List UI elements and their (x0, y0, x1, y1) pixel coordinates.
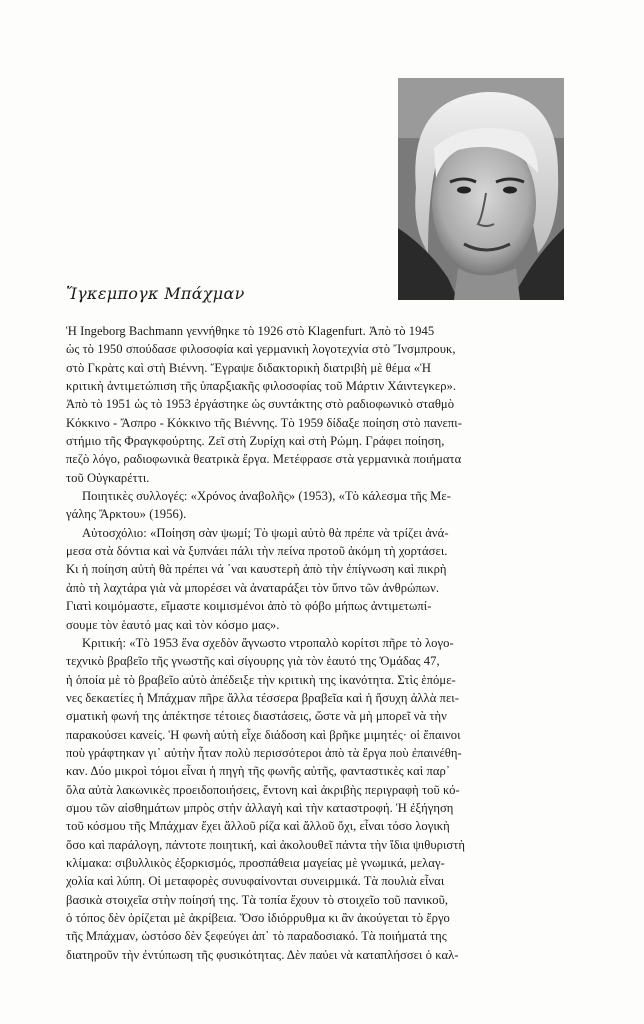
text-line: τοῦ Οὐγκαρέττι. (66, 470, 150, 485)
text-line: σματικὴ φωνή της ἀπέκτησε τέτοιες διαστάσεις, ὥστε νὰ μὴ μπορεῖ νὰ τὴν (66, 709, 447, 724)
text-line: πεζὸ λόγο, ραδιοφωνικὰ θεατρικὰ ἔργα. Μετέφρασε στὰ γερμανικὰ ποιήματα (66, 452, 462, 467)
text-line: σουμε τὸν ἑαυτό μας καὶ τὸν κόσμο μας». (66, 617, 280, 632)
text-line: χολία καὶ λύπη. Οἱ μεταφορὲς συνυφαίνονται συνειρμικά. Τὰ πουλιὰ εἶναι (66, 874, 445, 889)
text-line: βασικὰ στοιχεῖα στὴν ποίησή της. Τὰ τοπία ἔχουν τὸ στοιχεῖο τοῦ πανικοῦ, (66, 892, 449, 907)
author-name-heading: Ἴγκεμπογκ Μπάχμαν (66, 284, 245, 303)
text-line: Ποιητικὲς συλλογές: «Χρόνος ἀναβολῆς» (1953), «Τὸ κάλεσμα τῆς Με- (82, 489, 451, 504)
text-line: κριτικὴ ἀντιμετώπιση τῆς ὑπαρξιακῆς φιλοσοφίας τοῦ Μάρτιν Χάιντεγκερ». (66, 379, 457, 394)
text-line: ἡ ὁποία μὲ τὸ βραβεῖο αὐτὸ ἀπέδειξε τὴν κριτικὴ της ἱκανότητα. Στὶς ἑπόμε- (66, 672, 456, 687)
author-portrait (398, 78, 564, 300)
text-line: στήμιο τῆς Φραγκφούρτης. Ζεῖ στὴ Ζυρίχη καὶ στὴ Ρώμη. Γράφει ποίηση, (66, 434, 445, 449)
text-line: Αὐτοσχόλιο: «Ποίηση σὰν ψωμί; Τὸ ψωμὶ αὐτὸ θὰ πρέπε νὰ τρίζει ἀνά- (82, 525, 449, 540)
text-line: καν. Δύο μικροὶ τόμοι εἶναι ἡ πηγὴ τῆς φωνῆς αὐτῆς, φανταστικὲς καὶ παρ᾽ (66, 764, 451, 779)
text-line: Κριτική: «Τὸ 1953 ἕνα σχεδὸν ἄγνωστο ντροπαλὸ κορίτσι πῆρε τὸ λογο- (82, 635, 454, 650)
text-line: Γιατὶ κοιμόμαστε, εἴμαστε κοιμισμένοι ἀπὸ τὸ φόβο μήπως ἀντιμετωπί- (66, 599, 432, 614)
text-line: ὅλα αὐτὰ λακωνικὲς προειδοποιήσεις, ἔντονη καὶ ἀκριβὴς περιγραφὴ τοῦ κό- (66, 782, 460, 797)
text-line: στὸ Γκρὰτς καὶ στὴ Βιέννη. Ἔγραψε διδακτορικὴ διατριβὴ μὲ θέμα «Ἡ (66, 360, 431, 375)
text-line: ὡς τὸ 1950 σπούδασε φιλοσοφία καὶ γερμανικὴ λογοτεχνία στὸ Ἴνσμπρουκ, (66, 342, 456, 357)
text-line: ποὺ γράφτηκαν γι᾽ αὐτὴν ἦταν πολὺ περισσότεροι ἀπὸ τὰ ἔργα ποὺ ἐπαινέθη- (66, 745, 462, 760)
text-line: Κόκκινο - Ἄσπρο - Κόκκινο τῆς Βιέννης. Τὸ 1959 δίδαξε ποίηση στὸ πανεπι- (66, 415, 462, 430)
text-line: νες δεκαετίες ἡ Μπάχμαν πῆρε ἄλλα τέσσερα βραβεῖα καὶ ἡ ἥσυχη ἀλλὰ πει- (66, 690, 459, 705)
text-line: τοῦ κόσμου τῆς Μπάχμαν ἔχει ἄλλοῦ ρίζα καὶ ἄλλοῦ ὄχι, εἶναι τόσο λογικὴ (66, 819, 450, 834)
text-line: Ἡ Ingeborg Bachmann γεννήθηκε τὸ 1926 στὸ Klagenfurt. Ἀπὸ τὸ 1945 (66, 324, 435, 338)
text-line: γάλης Ἄρκτου» (1956). (66, 507, 187, 522)
text-line: κλίμακα: σιβυλλικὸς ἐξορκισμός, προσπάθεια μαγείας μὲ γνωμικά, μελαγ- (66, 855, 445, 870)
text-line: σμου τῶν αἰσθημάτων μπρὸς στὴν ἀλλαγὴ καὶ τὴν καταστροφή. Ἡ ἐξήγηση (66, 800, 454, 815)
text-line: Ἀπὸ τὸ 1951 ὡς τὸ 1953 ἐργάστηκε ὡς συντάκτης στὸ ραδιοφωνικὸ σταθμὸ (66, 397, 455, 412)
text-line: ὅσο καὶ παράλογη, πάντοτε ποιητική, καὶ ἀκολουθεῖ πάντα τὴν ἴδια ψιθυριστὴ (66, 837, 465, 852)
text-line: ἀπὸ τὴ λαχτάρα γιὰ νὰ μπορέσει νὰ ἀναταράξει τὸν ὕπνο τῶν ἀνθρώπων. (66, 580, 440, 595)
text-line: τῆς Μπάχμαν, ὡστόσο δὲν ξεφεύγει ἀπ᾽ τὸ παραδοσιακό. Τὰ ποιήματά της (66, 929, 447, 944)
text-line: διατηροῦν τὴν ἐντύπωση τῆς φυσικότητας. Δὲν παύει νὰ καταπλήσσει ὁ καλ- (66, 947, 459, 962)
portrait-photo (398, 78, 564, 300)
biography-text (66, 322, 586, 964)
text-line: παρακούσει κανείς. Ἡ φωνὴ αὐτὴ εἶχε διάδοση καὶ βρῆκε μιμητές· οἱ ἔπαινοι (66, 727, 461, 742)
text-line: μεσα στὰ δόντια καὶ νὰ ξυπνάει πάλι τὴν πείνα προτοῦ ἀκόμη τὴ χορτάσει. (66, 544, 448, 559)
text-line: ὁ τόπος δὲν ὁρίζεται μὲ ἀκρίβεια. Ὅσο ἰδιόρρυθμα κι ἂν ἀκούγεται τὸ ἔργο (66, 911, 450, 925)
text-line: Κι ἡ ποίηση αὐτὴ θὰ πρέπει νά ᾽ναι καυστερὴ ἀπὸ τὴν ἐπίγνωση καὶ πικρὴ (66, 562, 447, 577)
text-line: τεχνικὸ βραβεῖο τῆς γνωστῆς καὶ σίγουρης γιὰ τὸν ἑαυτό της Ὁμάδας 47, (66, 654, 440, 669)
